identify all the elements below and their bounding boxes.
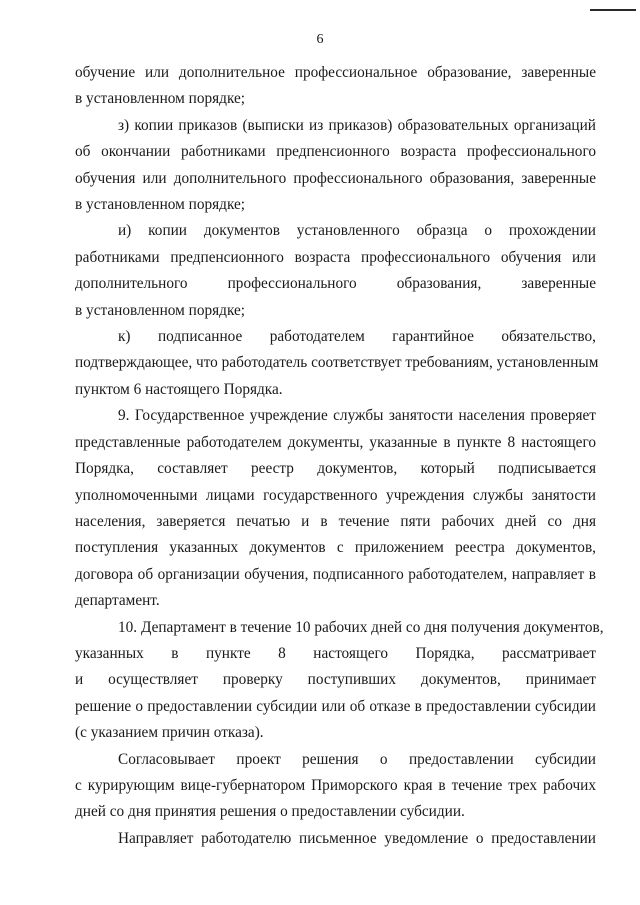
text-line: дополнительного профессионального образования, заверенные: [75, 275, 596, 293]
paragraph-notification: [75, 826, 596, 852]
text-line: работниками предпенсионного возраста профессионального обучения или: [75, 248, 596, 266]
text-line: (с указанием причин отказа).: [75, 724, 264, 742]
text-line: 9. Государственное учреждение службы занятости населения проверяет: [118, 407, 596, 425]
paragraph-approval: [75, 747, 596, 826]
paragraph-item-k: [75, 324, 599, 403]
text-line: Согласовывает проект решения о предоставлении субсидии: [118, 750, 596, 768]
text-line: з) копии приказов (выписки из приказов) образовательных организаций: [118, 116, 596, 134]
text-line: представленные работодателем документы, указанные в пункте 8 настоящего: [75, 433, 596, 451]
paragraph-item-z: [75, 113, 596, 219]
text-line: и) копии документов установленного образца о прохождении: [118, 222, 596, 240]
text-line: указанных в пункте 8 настоящего Порядка, рассматривает: [75, 644, 596, 662]
text-line: подтверждающее, что работодатель соответствует требованиям, установленным: [75, 354, 599, 372]
page-number: 6: [316, 32, 324, 47]
paragraph-item-i: [75, 218, 596, 324]
document-body: [75, 60, 604, 852]
text-line: поступления указанных документов с приложением реестра документов,: [75, 539, 596, 557]
text-line: населения, заверяется печатью и в течение пяти рабочих дней со дня: [75, 512, 596, 530]
text-line: Порядка, составляет реестр документов, который подписывается: [75, 460, 596, 478]
text-line: обучение или дополнительное профессиональное образование, заверенные: [75, 64, 596, 81]
text-line: договора об организации обучения, подписанного работодателем, направляет в: [75, 565, 596, 583]
text-line: уполномоченными лицами государственного учреждения службы занятости: [75, 486, 596, 504]
paragraph-continuation: [75, 60, 596, 113]
text-line: дней со дня принятия решения о предоставлении субсидии.: [75, 803, 465, 821]
text-line: к) подписанное работодателем гарантийное обязательство,: [118, 328, 596, 346]
text-line: 10. Департамент в течение 10 рабочих дней со дня получения документов,: [118, 618, 604, 636]
text-line: и осуществляет проверку поступивших документов, принимает: [75, 671, 596, 689]
text-line: об окончании работниками предпенсионного возраста профессионального: [75, 143, 596, 161]
paragraph-clause-9: [75, 403, 596, 614]
corner-rule-line: [590, 9, 636, 11]
text-line: в установленном порядке;: [75, 196, 246, 214]
text-line: решение о предоставлении субсидии или об отказе в предоставлении субсидии: [75, 697, 596, 715]
text-line: в установленном порядке;: [75, 301, 246, 319]
text-line: пунктом 6 настоящего Порядка.: [75, 380, 283, 398]
text-line: в установленном порядке;: [75, 90, 246, 108]
text-line: Направляет работодателю письменное уведомление о предоставлении: [118, 829, 596, 847]
text-line: департамент.: [75, 592, 160, 610]
paragraph-clause-10: [75, 615, 604, 747]
text-line: обучения или дополнительного профессионального образования, заверенные: [75, 169, 596, 187]
text-line: с курирующим вице-губернатором Приморского края в течение трех рабочих: [75, 776, 596, 794]
